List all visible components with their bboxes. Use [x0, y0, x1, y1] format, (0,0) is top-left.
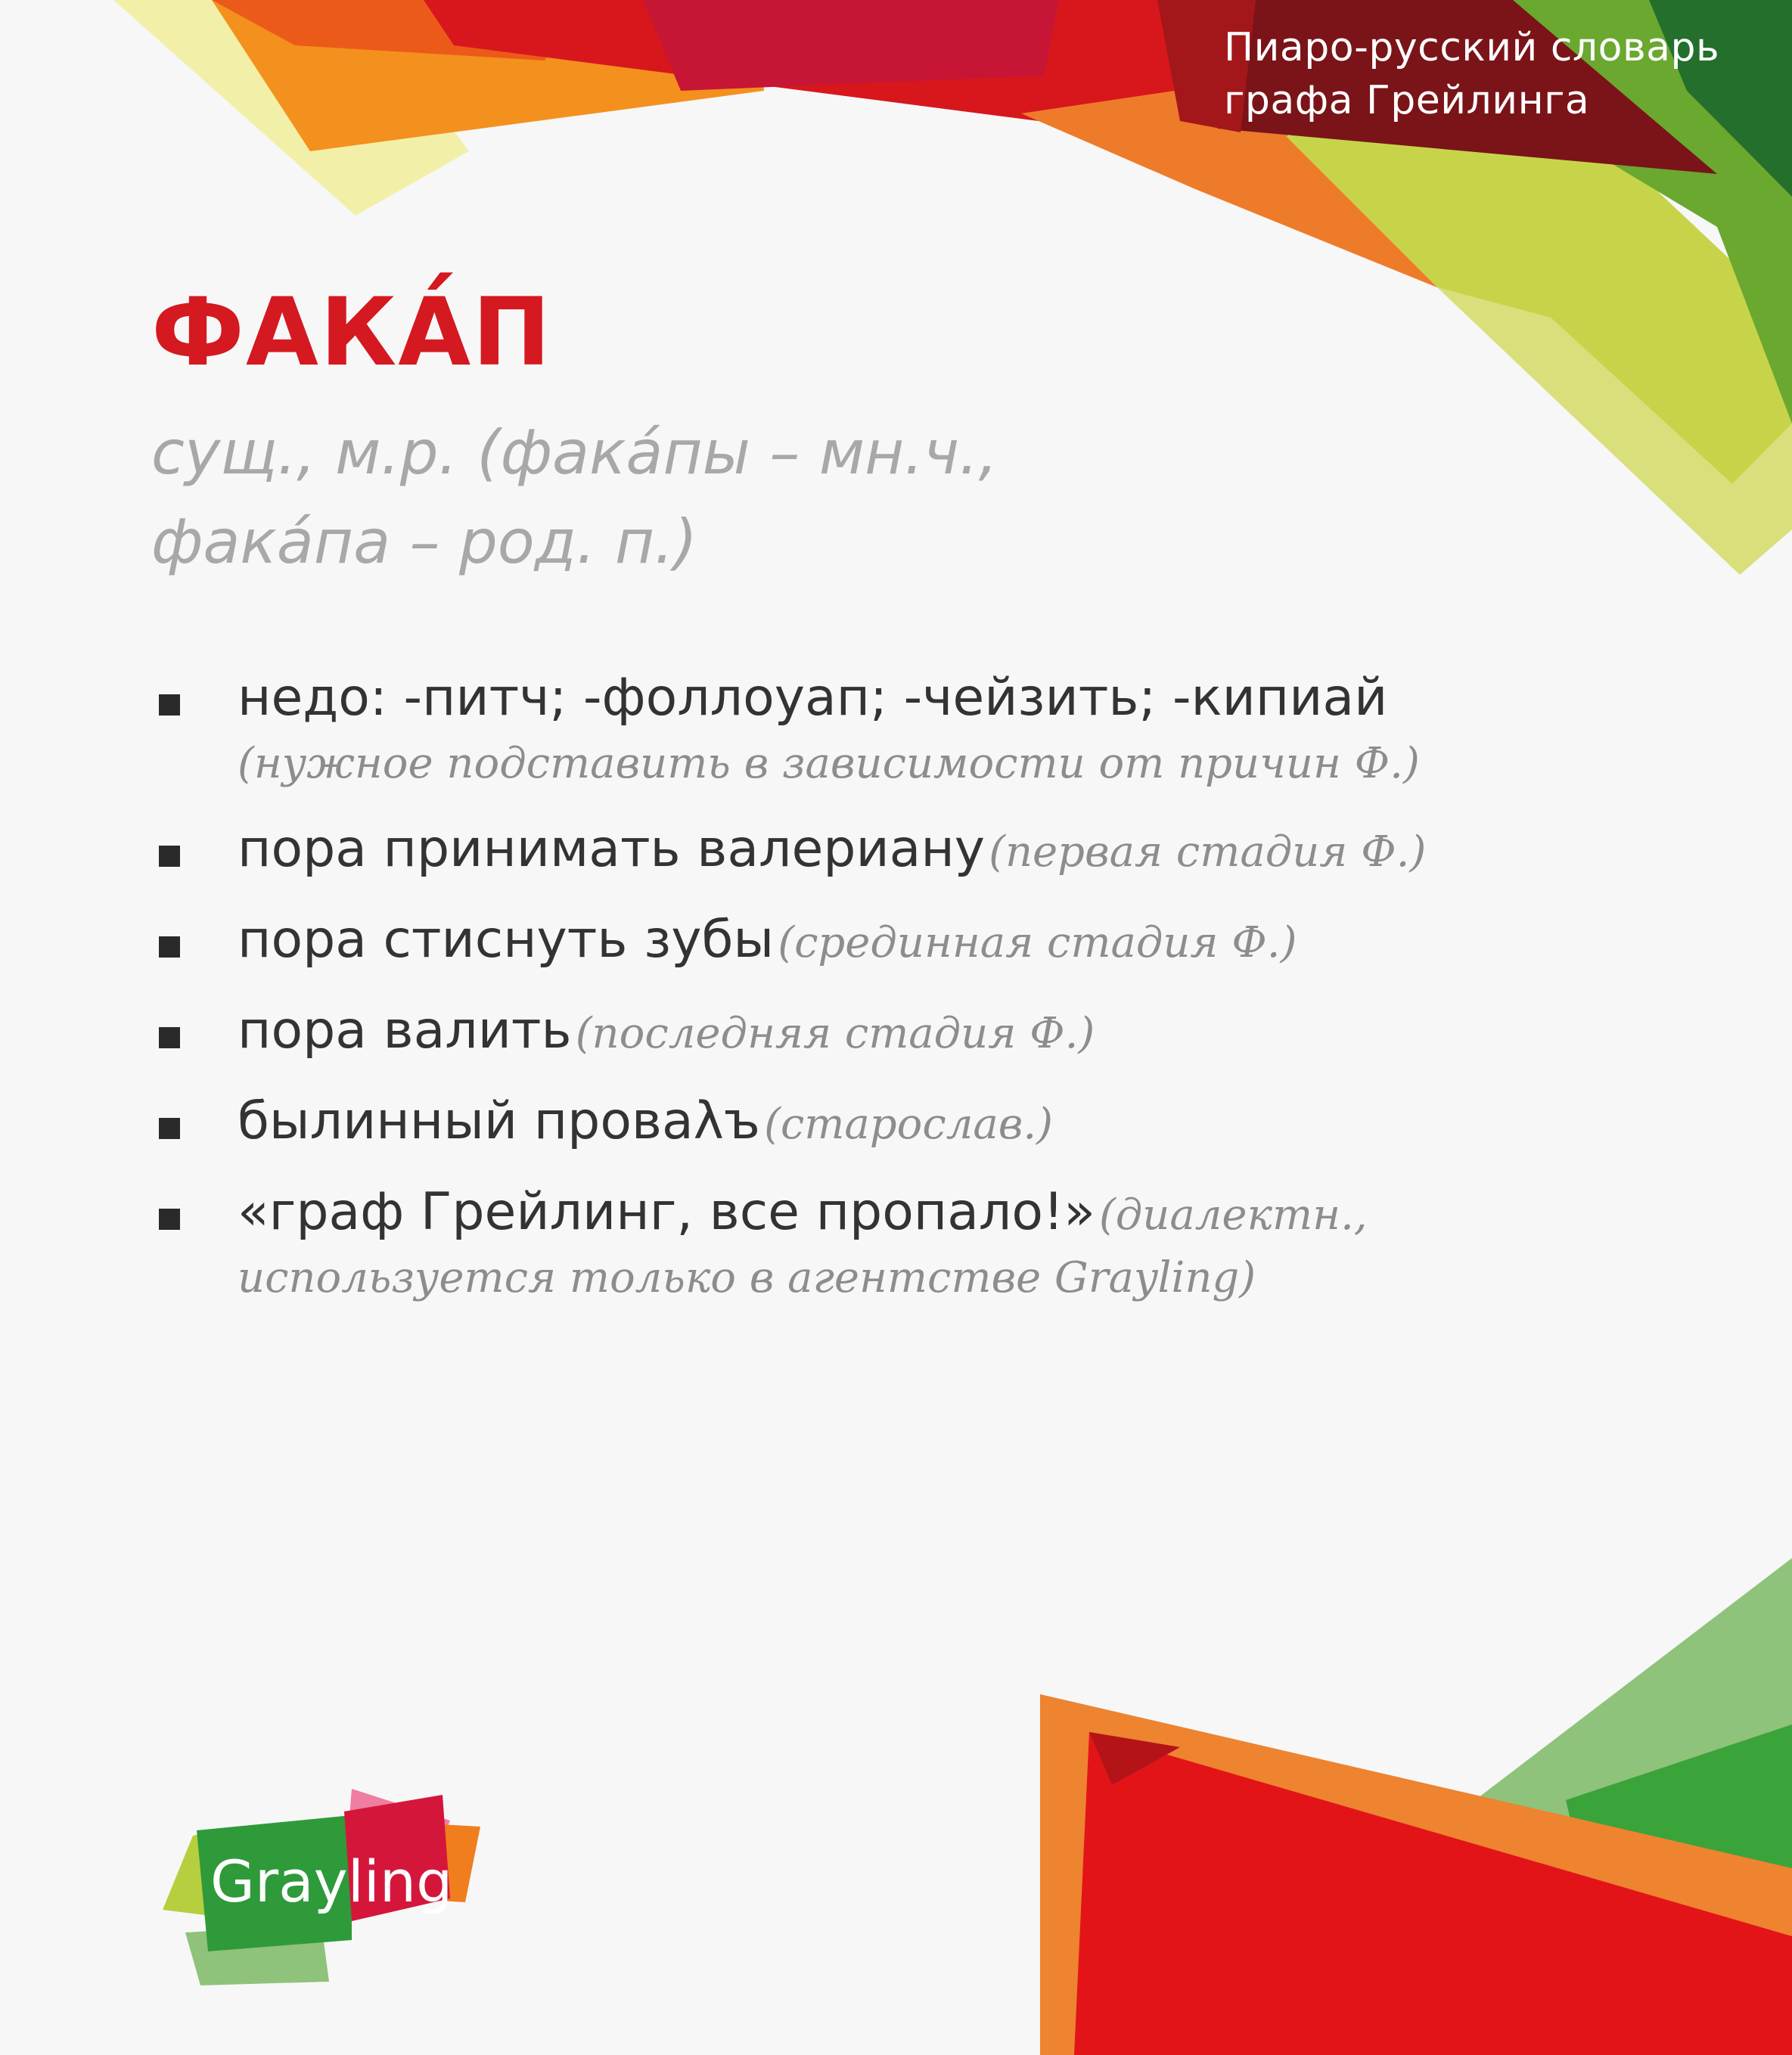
definition-note: (первая стадия Ф.) [989, 827, 1427, 877]
grammar-line2: фака́па – род. п.) [151, 507, 697, 577]
bullet-icon [159, 694, 180, 716]
bullet-icon [159, 936, 180, 958]
bullet-icon [159, 1118, 180, 1139]
grammar-line1: сущ., м.р. (фака́пы – мн.ч., [151, 418, 998, 488]
bullet-icon [159, 846, 180, 867]
series-title-line1: Пиаро-русский словарь [1224, 25, 1720, 70]
list-item [159, 998, 1596, 1066]
definition-text: недо: -питч; -фоллоуап; -чейзить; -кипиай [238, 668, 1388, 728]
definition-note: (старослав.) [764, 1100, 1053, 1149]
definition-note: (последняя стадия Ф.) [575, 1009, 1095, 1058]
definition-text: пора валить [238, 1001, 572, 1060]
definition-text: былинный проваλъ [238, 1091, 760, 1151]
headword: ФАКА́П [151, 278, 553, 387]
list-item [159, 1180, 1596, 1308]
list-item [159, 1089, 1596, 1157]
definition-note: (диалектн., [1098, 1190, 1368, 1240]
definition-text: пора стиснуть зубы [238, 910, 775, 970]
series-title-line2: графа Грейлинга [1224, 78, 1590, 123]
logo-text: Grayling [210, 1848, 453, 1915]
grammar-note [151, 408, 998, 587]
definition-note-continued: (нужное подставить в зависимости от причин Ф.) [238, 739, 1420, 788]
definition-text: «граф Грейлинг, все пропало!» [238, 1182, 1095, 1242]
definition-note: (срединная стадия Ф.) [778, 918, 1297, 967]
bullet-icon [159, 1209, 180, 1230]
list-item [159, 908, 1596, 976]
list-item [159, 817, 1596, 885]
definition-note-continued: используется только в агентстве Grayling) [238, 1253, 1256, 1302]
bg-shape-red-pink [643, 0, 1059, 91]
definition-list [159, 666, 1596, 1331]
series-title [1224, 21, 1784, 127]
list-item [159, 666, 1596, 794]
definition-text: пора принимать валериану [238, 819, 986, 879]
bullet-icon [159, 1027, 180, 1048]
